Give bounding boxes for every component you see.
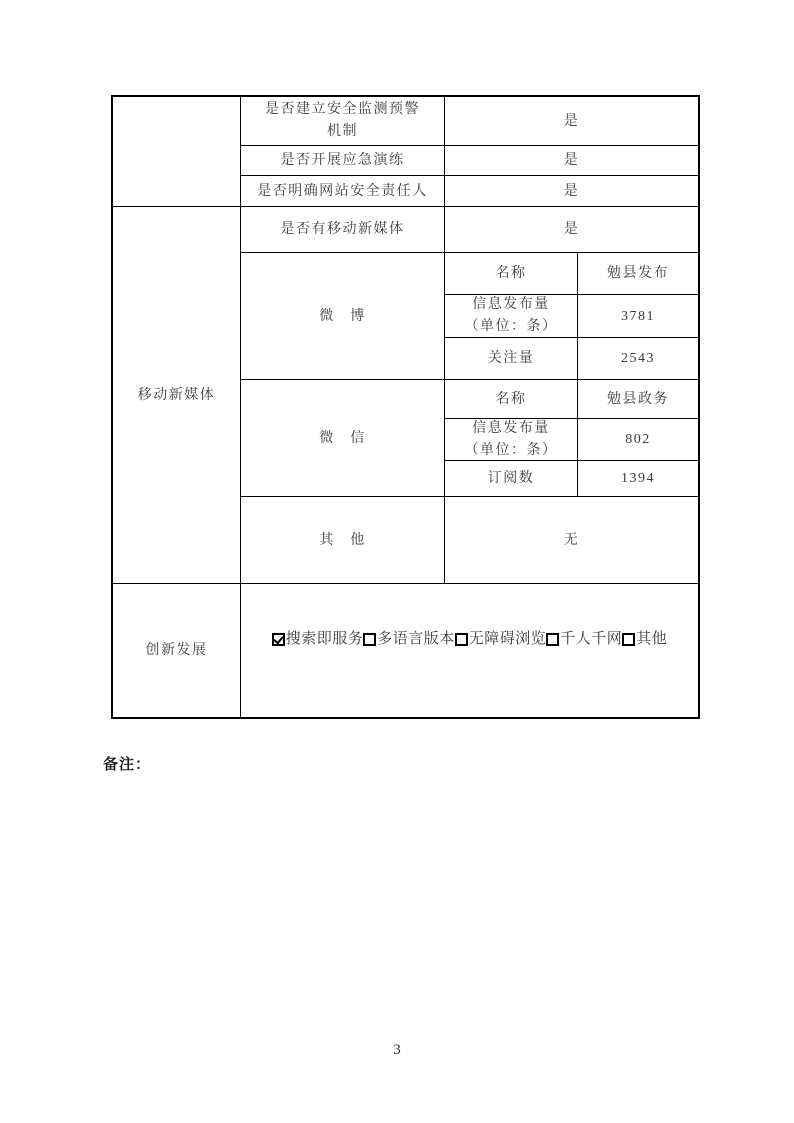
other-media-label: 其 他 (241, 497, 445, 584)
checkbox-icon[interactable] (363, 633, 376, 646)
weibo-followers-value: 2543 (578, 338, 698, 380)
government-website-report-table (111, 95, 700, 719)
security-monitoring-label (241, 97, 445, 146)
security-responsible-value: 是 (445, 176, 698, 207)
checkbox-label: 无障碍浏览 (468, 631, 547, 647)
wechat-name-value: 勉县政务 (578, 380, 698, 419)
wechat-subscribers-label: 订阅数 (445, 461, 578, 497)
checkbox-label: 多语言版本 (377, 631, 455, 647)
page-number: 3 (393, 1042, 401, 1058)
checkbox-icon[interactable] (622, 633, 635, 646)
option-multi-language[interactable] (363, 628, 455, 651)
has-new-media-value: 是 (445, 207, 698, 253)
remark-label: 备注： (103, 757, 152, 773)
checkbox-icon[interactable] (455, 633, 468, 646)
option-other[interactable] (622, 628, 667, 651)
security-responsible-label: 是否明确网站安全责任人 (241, 176, 445, 207)
weibo-name-value: 勉县发布 (578, 253, 698, 295)
weibo-label: 微 博 (241, 253, 445, 380)
wechat-posts-label-line1: 信息发布量 (472, 420, 550, 436)
emergency-drill-value: 是 (445, 146, 698, 176)
security-monitoring-value: 是 (445, 97, 698, 146)
wechat-name-label: 名称 (445, 380, 578, 419)
wechat-posts-label (445, 419, 578, 461)
checkbox-icon[interactable] (546, 633, 559, 646)
innovation-section-label: 创新发展 (113, 584, 241, 717)
wechat-subscribers-value: 1394 (578, 461, 698, 497)
wechat-label: 微 信 (241, 380, 445, 497)
option-search-as-service[interactable] (272, 628, 364, 651)
weibo-posts-label (445, 295, 578, 338)
wechat-posts-label-line2: （单位：条） (464, 442, 558, 458)
emergency-drill-label: 是否开展应急演练 (241, 146, 445, 176)
checkbox-label: 其他 (636, 631, 668, 647)
weibo-posts-label-line1: 信息发布量 (472, 297, 550, 312)
weibo-followers-label: 关注量 (445, 338, 578, 380)
weibo-name-label: 名称 (445, 253, 578, 295)
wechat-posts-value: 802 (578, 419, 698, 461)
innovation-options-cell (241, 584, 698, 717)
security-monitoring-label-line2: 机制 (327, 124, 358, 139)
weibo-posts-value: 3781 (578, 295, 698, 338)
option-accessibility-browse[interactable] (455, 628, 547, 651)
weibo-posts-label-line2: （单位：条） (464, 319, 558, 334)
has-new-media-label: 是否有移动新媒体 (241, 207, 445, 253)
innovation-options-row (272, 628, 668, 651)
other-media-value: 无 (445, 497, 698, 584)
mobile-media-section-label: 移动新媒体 (113, 207, 241, 584)
security-section-spanner-cell (113, 97, 241, 207)
checkbox-label: 搜索即服务 (285, 631, 364, 647)
security-monitoring-label-line1: 是否建立安全监测预警 (265, 102, 420, 117)
checkbox-label: 千人千网 (560, 631, 623, 647)
checkbox-icon[interactable] (272, 633, 285, 646)
option-personalized-web[interactable] (546, 628, 622, 651)
